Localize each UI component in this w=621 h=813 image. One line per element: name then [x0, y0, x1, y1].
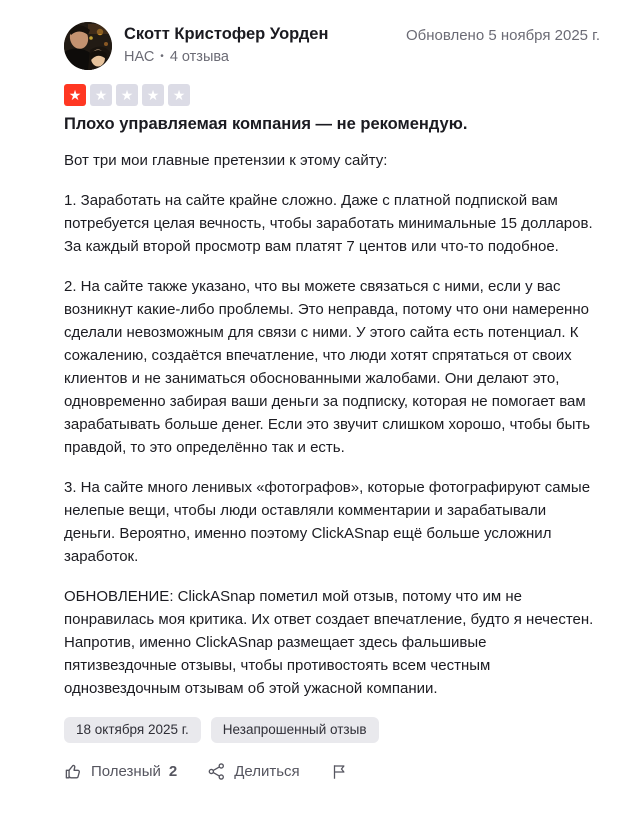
review-paragraph: 1. Заработать на сайте крайне сложно. Даже с платной подпиской вам потребуется целая вечность, чтобы заработать минимальные 15 долларов. За каждый второй просмотр вам платят 7 центов или что-то подобное.: [64, 191, 593, 255]
review-header: [64, 22, 600, 70]
share-label: Делиться: [234, 763, 300, 781]
star-empty-icon: ★: [168, 84, 190, 106]
unsolicited-review-badge: Незапрошенный отзыв: [211, 717, 379, 743]
reviewer-meta: [124, 49, 328, 65]
reviewer-reviews-count[interactable]: 4 отзыва: [169, 49, 229, 65]
share-button[interactable]: [207, 762, 299, 781]
flag-button[interactable]: [330, 762, 348, 782]
reviewer-name[interactable]: Скотт Кристофер Уорден: [124, 25, 329, 43]
star-empty-icon: ★: [142, 84, 164, 106]
review-paragraph: Вот три мои главные претензии к этому сайту:: [64, 151, 388, 169]
reviewer-info: [124, 22, 328, 65]
flag-icon: [330, 762, 348, 782]
avatar[interactable]: [64, 22, 112, 70]
reviewer-location: НАС: [124, 49, 155, 65]
review-paragraph: ОБНОВЛЕНИЕ: ClickASnap пометил мой отзыв, потому что им не понравилась моя критика. Их ответ создает впечатление, будто я нечестен. Напротив, именно ClickASnap размещает здесь фальшивые пятизвездочные отзывы, чтобы противостоять всем честным однозвездочным отзывам об этой ужасной компании.: [64, 587, 594, 697]
star-empty-icon: ★: [90, 84, 112, 106]
dot-separator: •: [160, 51, 164, 62]
review-date-badge: 18 октября 2025 г.: [64, 717, 201, 743]
review-title: Плохо управляемая компания — не рекомендую.: [64, 115, 468, 133]
review-paragraph: 2. На сайте также указано, что вы можете связаться с ними, если у вас возникнут какие-либо проблемы. Это неправда, потому что они намеренно сделали невозможным для связи с ними. У этого сайта есть потенциал. К сожалению, создаётся впечатление, что люди хотят спрятаться от своих клиентов и не заниматься обоснованными жалобами. Они делают это, одновременно забирая ваши деньги за подписку, которая не помогает вам зарабатывать больше денег. Если это звучит слишком хорошо, чтобы быть правдой, то это определённо так и есть.: [64, 277, 591, 456]
thumb-up-icon: [64, 762, 83, 781]
useful-count: 2: [168, 763, 178, 781]
review-body: [64, 149, 600, 700]
useful-button[interactable]: [64, 762, 177, 781]
star-filled-icon: ★: [64, 84, 86, 106]
share-icon: [207, 762, 226, 781]
avatar-photo-placeholder: [64, 22, 112, 70]
star-empty-icon: ★: [116, 84, 138, 106]
updated-date: Обновлено 5 ноября 2025 г.: [405, 27, 600, 44]
review-badges: [64, 717, 600, 743]
review-paragraph: 3. На сайте много ленивых «фотографов», которые фотографируют самые нелепые вещи, чтобы люди оставляли комментарии и зарабатывали деньги. Вероятно, именно поэтому ClickASnap ещё больше усложнил заработок.: [64, 478, 591, 565]
star-rating: [64, 84, 600, 106]
review-actions: [64, 762, 600, 782]
useful-label: Полезный: [91, 763, 161, 781]
